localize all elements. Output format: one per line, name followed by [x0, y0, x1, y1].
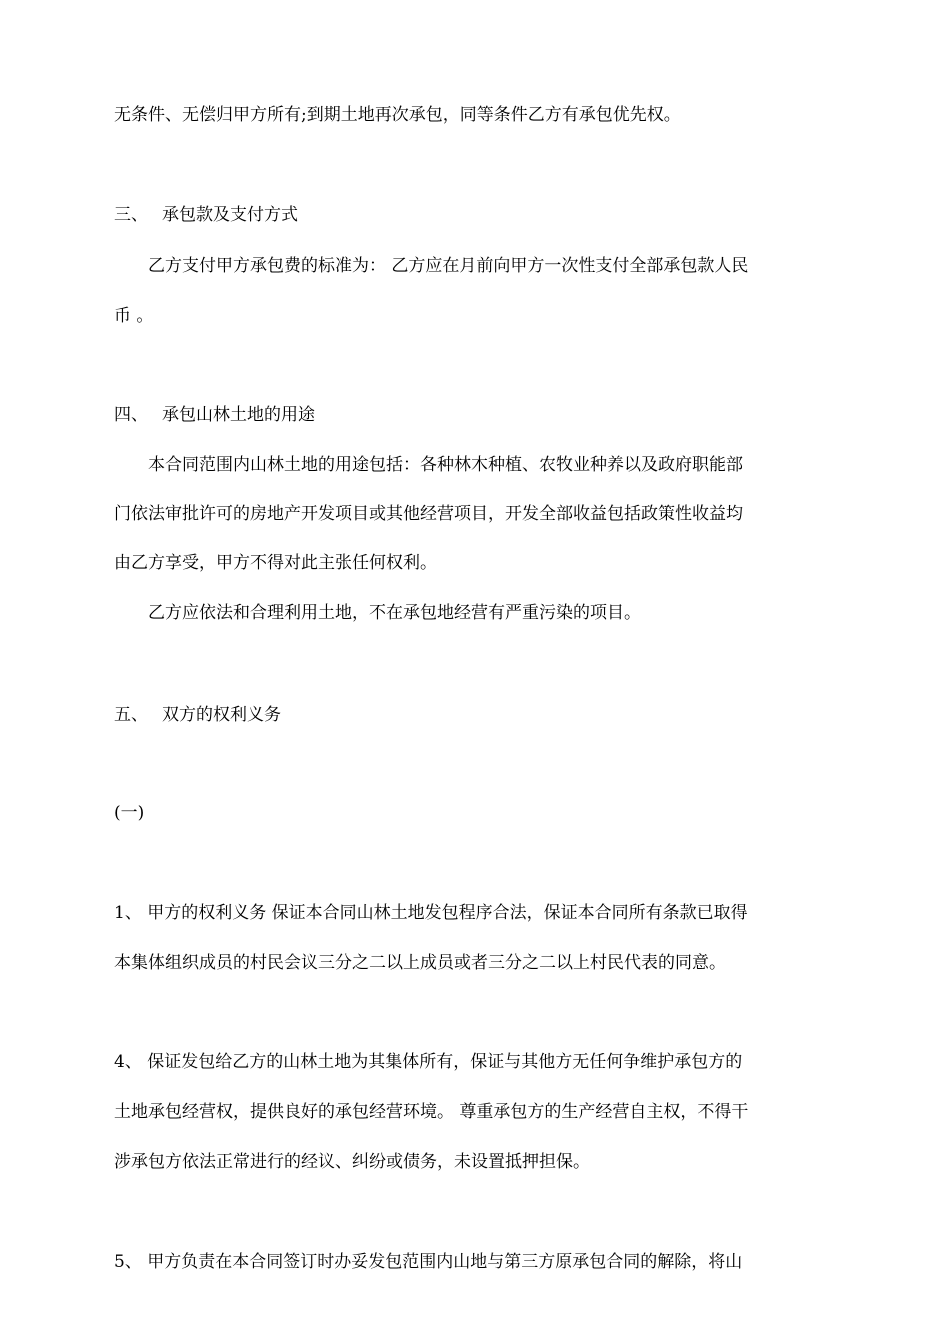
section-title: 承包款及支付方式: [162, 205, 298, 225]
subsection-marker: (一): [114, 803, 145, 823]
paragraph-line: 5、 甲方负责在本合同签订时办妥发包范围内山地与第三方原承包合同的解除，将山: [114, 1252, 743, 1272]
section-title: 承包山林土地的用途: [162, 405, 315, 425]
paragraph-line: 由乙方享受，甲方不得对此主张任何权利。: [114, 553, 437, 573]
paragraph-line: 乙方支付甲方承包费的标准为： 乙方应在月前向甲方一次性支付全部承包款人民: [148, 256, 749, 276]
section-number: 三、: [114, 205, 148, 225]
paragraph-line: 4、 保证发包给乙方的山林土地为其集体所有，保证与其他方无任何争维护承包方的: [114, 1052, 743, 1072]
paragraph-line: 涉承包方依法正常进行的经议、纠纷或债务，未设置抵押担保。: [114, 1152, 590, 1172]
paragraph-line: 币 。: [114, 306, 154, 326]
section-title: 双方的权利义务: [162, 705, 281, 725]
section-heading-3: [114, 203, 298, 227]
paragraph-line: 无条件、无偿归甲方所有;到期土地再次承包，同等条件乙方有承包优先权。: [114, 105, 681, 125]
paragraph-line: 乙方应依法和合理利用土地，不在承包地经营有严重污染的项目。: [148, 603, 641, 623]
paragraph-line: 本集体组织成员的村民会议三分之二以上成员或者三分之二以上村民代表的同意。: [114, 953, 726, 973]
paragraph-line: 本合同范围内山林土地的用途包括：各种林木种植、农牧业种养以及政府职能部: [148, 455, 743, 475]
paragraph-line: 1、 甲方的权利义务 保证本合同山林土地发包程序合法，保证本合同所有条款已取得: [114, 903, 748, 923]
paragraph-line: 门依法审批许可的房地产开发项目或其他经营项目，开发全部收益包括政策性收益均: [114, 504, 743, 524]
section-heading-4: [114, 403, 315, 427]
section-number: 五、: [114, 705, 148, 725]
section-number: 四、: [114, 405, 148, 425]
paragraph-line: 土地承包经营权，提供良好的承包经营环境。 尊重承包方的生产经营自主权，不得干: [114, 1102, 749, 1122]
section-heading-5: [114, 703, 281, 727]
